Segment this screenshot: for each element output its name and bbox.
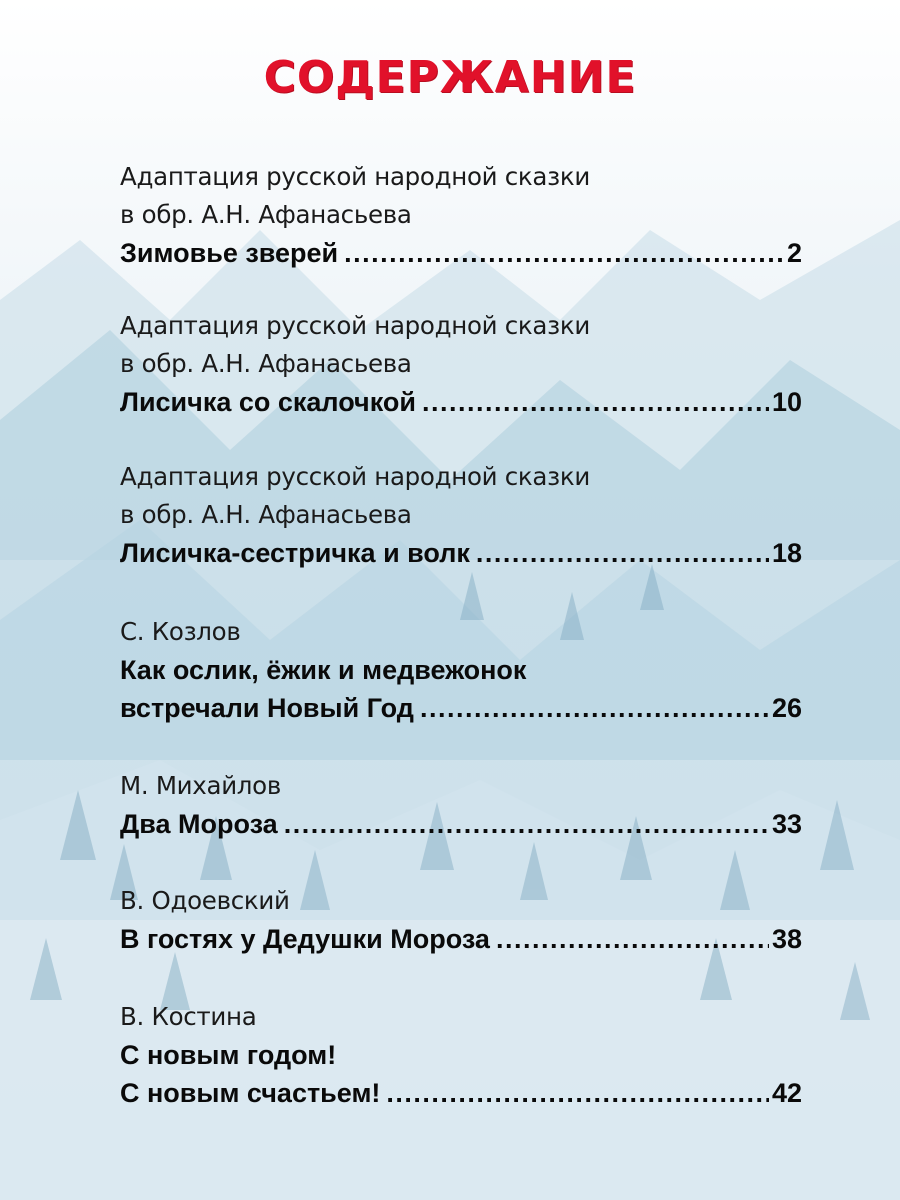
story-title: С новым счастьем! [120,1078,381,1108]
page-number: 10 [771,387,802,417]
dot-leader [496,920,769,958]
story-title: Зимовье зверей [120,238,339,268]
toc-link[interactable] [120,1074,802,1112]
story-title: Два Мороза [120,809,278,839]
toc-entry [120,998,802,1112]
toc-entry [120,613,802,727]
author-line: в обр. А.Н. Афанасьева [120,349,412,378]
story-title: Лисичка-сестричка и волк [120,538,470,568]
author-line: в обр. А.Н. Афанасьева [120,500,412,529]
dot-leader [420,689,769,727]
toc-link[interactable] [120,234,802,272]
page-number: 42 [771,1078,802,1108]
toc-link[interactable] [120,383,802,421]
toc-link[interactable] [120,920,802,958]
author-line: в обр. А.Н. Афанасьева [120,200,412,229]
story-title-line[interactable]: С новым годом! [120,1040,337,1070]
author-line: Адаптация русской народной сказки [120,162,590,191]
author-line: Адаптация русской народной сказки [120,462,590,491]
story-title-line[interactable]: Как ослик, ёжик и медвежонок [120,655,527,685]
toc-entry [120,882,802,958]
page-number: 18 [771,538,802,568]
dot-leader [422,383,769,421]
toc-link[interactable] [120,689,802,727]
toc-entry [120,158,802,272]
page-number: 38 [771,924,802,954]
author-line: М. Михайлов [120,771,281,800]
dot-leader [344,234,784,272]
page-number: 26 [771,693,802,723]
page-number: 33 [771,809,802,839]
toc-entry [120,307,802,421]
author-line: В. Одоевский [120,886,290,915]
story-title: В гостях у Дедушки Мороза [120,924,490,954]
toc-link[interactable] [120,534,802,572]
toc-entry [120,767,802,843]
toc-entry [120,458,802,572]
dot-leader [386,1074,769,1112]
author-line: В. Костина [120,1002,257,1031]
page-number: 2 [786,238,802,268]
dot-leader [284,805,769,843]
story-title: Лисичка со скалочкой [120,387,416,417]
toc-link[interactable] [120,805,802,843]
story-title: встречали Новый Год [120,693,414,723]
author-line: С. Козлов [120,617,241,646]
dot-leader [476,534,769,572]
page-title: СОДЕРЖАНИЕ [263,52,637,103]
author-line: Адаптация русской народной сказки [120,311,590,340]
